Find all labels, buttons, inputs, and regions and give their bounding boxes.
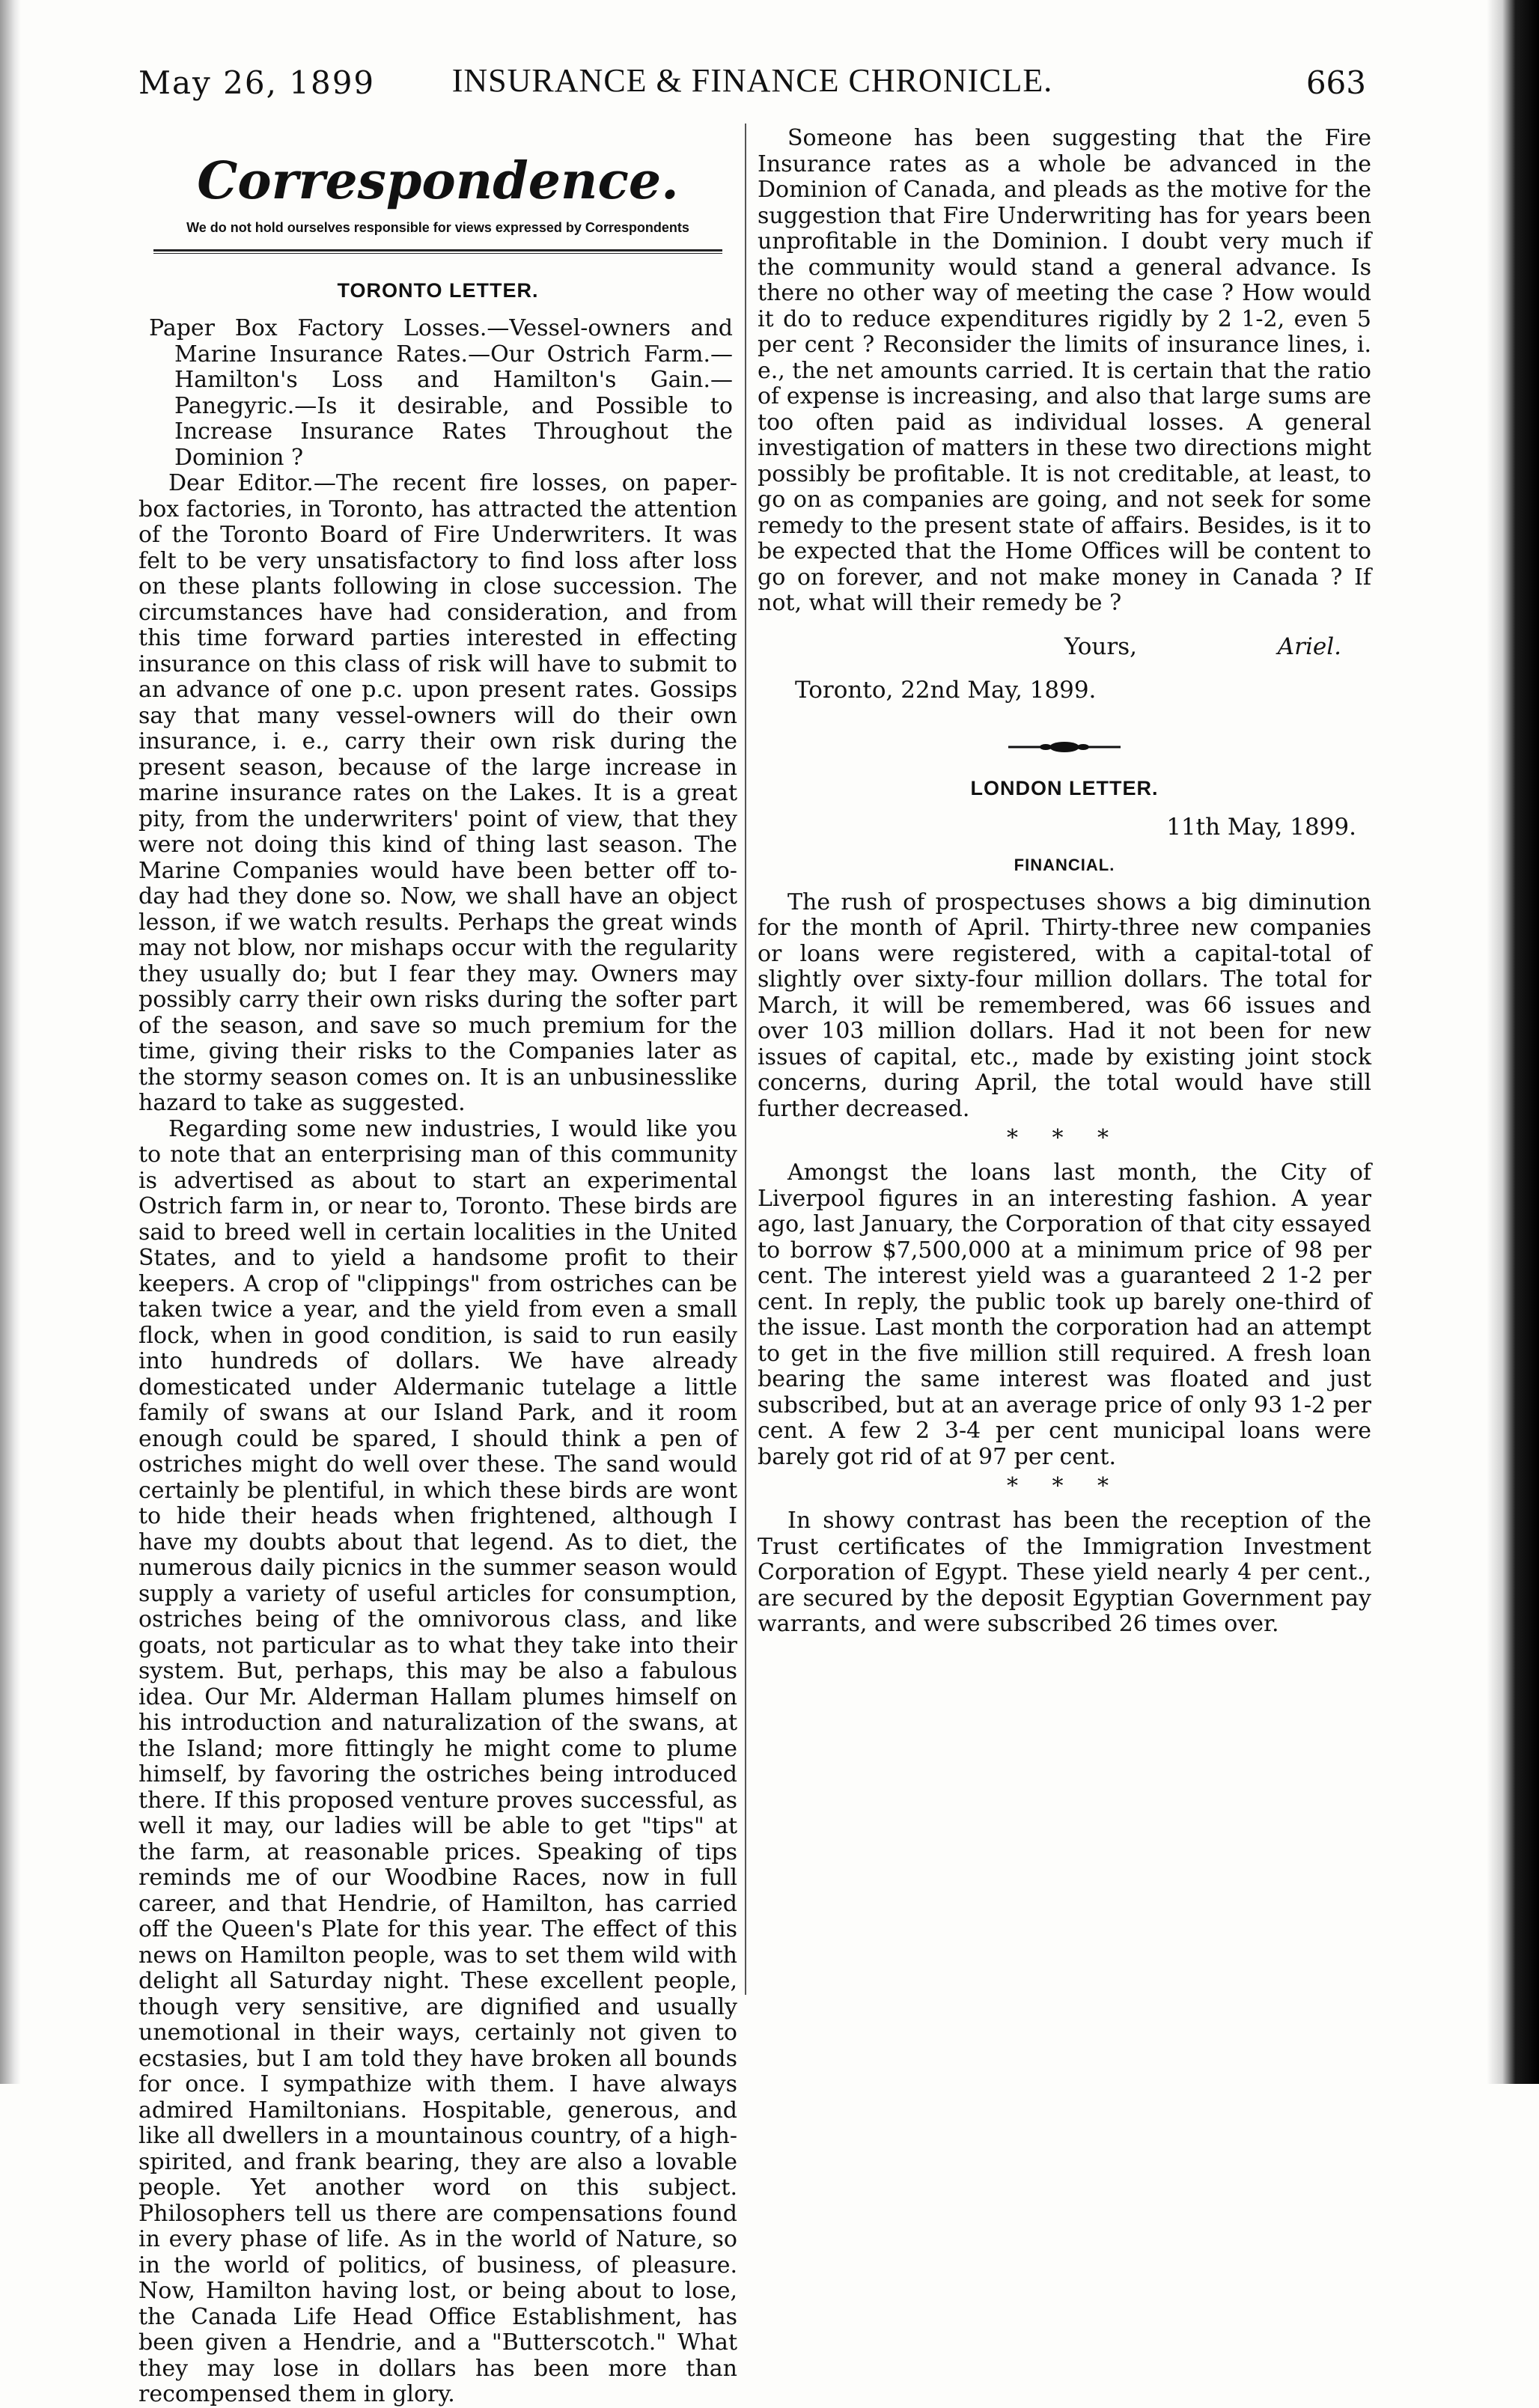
page-number: 663 [1305, 64, 1366, 101]
financial-heading: FINANCIAL. [1014, 855, 1115, 874]
double-rule [153, 249, 722, 254]
london-letter-date: 11th May, 1899. [1166, 813, 1356, 841]
publication-title: INSURANCE & FINANCE CHRONICLE. [451, 62, 1053, 99]
section-stars-1: * * * [1006, 1125, 1123, 1151]
correspondence-heading: Correspondence. [197, 151, 679, 211]
toronto-paragraph-1: Dear Editor.—The recent fire losses, on paper-box factories, in Toronto, has attracted the attention of the Toronto Board of Fire Underwriters. It was felt to be very unsatisfactory to find loss after loss on these plants following in close succession. The circumstances have had consideration, and from this time forward parties interested in effecting insurance on this class of risk will have to submit to an advance of one p.c. upon present rates. Gossips say that many vessel-owners will do their own insurance, i. e., carry their own risk during the present season, because of the large increase in marine insurance rates on the Lakes. It is a great pity, from the underwriters' point of view, that they were not doing this kind of thing last season. The Marine Companies would have been better off to-day had they done so. Now, we shall have an object lesson, if we watch results. Perhaps the great winds may not blow, nor mishaps occur with the regularity they usually do; but I fear they may. Owners may possibly carry their own risks during the softer part of the season, and save so much premium for the time, giving their risks to the Companies later as the stormy season comes on. It is an unbusinesslike hazard to take as suggested. [138, 470, 737, 1116]
london-letter-title: LONDON LETTER. [970, 776, 1159, 799]
london-paragraph-1: The rush of prospectuses shows a big diminution for the month of April. Thirty-three new companies or loans were registered, with a capital-total of slightly over sixty-four million dollars. The total for March, it will be remembered, was 66 issues and over 103 million dollars. Had it not been for new issues of capital, etc., made by existing joint stock concerns, during April, the total would have still further decreased. [758, 888, 1371, 1122]
column-divider [745, 124, 746, 1995]
letter-signature: Ariel. [1277, 633, 1341, 660]
toronto-letter-title: TORONTO LETTER. [337, 279, 539, 302]
page-header [138, 58, 1366, 111]
left-column [138, 126, 737, 2408]
toronto-paragraph-3: Someone has been suggesting that the Fire Insurance rates as a whole be advanced in the Dominion of Canada, and pleads as the motive for the suggestion that Fire Underwriting has for years been unprofitable in the Dominion. I doubt very much if the community would stand a general advance. Is there no other way of meeting the case ? How would it do to reduce expenditures rigidly by 2 1-2, even 5 per cent ? Reconsider the limits of insurance lines, i. e., the net amounts carried. It is certain that the ratio of expense is increasing, and also that large sums are too often paid as individual losses. A general investigation of matters in these two directions might possibly be profitable. It is not creditable, at least, to go on as companies are going, and not seek for some remedy to the present state of affairs. Besides, is it to be expected that the Home Offices will be content to go on forever, and not make money in Canada ? If not, what will their remedy be ? [758, 125, 1371, 616]
toronto-letter-subheads: Paper Box Factory Losses.—Vessel-owners and Marine Insurance Rates.—Our Ostrich Farm.—Hamilton's Loss and Hamilton's Gain.—Panegyric.—Is it desirable, and Possible to Increase Insurance Rates Throughout the Dominion ? [149, 315, 733, 471]
toronto-paragraph-2: Regarding some new industries, I would like you to note that an enterprising man of this community is advertised as about to start an experimental Ostrich farm in, or near to, Toronto. These birds are said to breed well in certain localities in the United States, and to yield a handsome profit to their keepers. A crop of "clippings" from ostriches can be taken twice a year, and the yield from even a small flock, when in good condition, is said to run easily into hundreds of dollars. We have already domesticated under Aldermanic tutelage a little family of swans at our Island Park, and it room enough could be spared, I should think a pen of ostriches might do well over these. The sand would certainly be plentiful, in which these birds are wont to hide their heads when frightened, although I have my doubts about that legend. As to diet, the numerous daily picnics in the summer season would supply a variety of useful articles for consumption, ostriches being of the omnivorous class, and like goats, not particular as to what they take into their system. But, perhaps, this may be also a fabulous idea. Our Mr. Alderman Hallam plumes himself on his introduction and naturalization of the swans, at the Island; more fittingly he might come to plume himself, by favoring the ostriches being introduced there. If this proposed venture proves successful, as well it may, our ladies will be able to get "tips" at the farm, at reasonable prices. Speaking of tips reminds me of our Woodbine Races, now in full career, and that Hendrie, of Hamilton, has carried off the Queen's Plate for this year. The effect of this news on Hamilton people, was to set them wild with delight all Saturday night. These excellent people, though very sensitive, are dignified and usually unemotional in their ways, certainly not given to ecstasies, but I am told they have broken all bounds for once. I sympathize with them. I have always admired Hamiltonians. Hospitable, generous, and like all dwellers in a mountainous country, of a high-spirited, and frank bearing, they are also a lovable people. Yet another word on this subject. Philosophers tell us there are compensations found in every phase of life. As in the world of Nature, so in the world of politics, of business, of pleasure. Now, Hamilton having lost, or being about to lose, the Canada Life Head Office Establishment, has been given a Hendrie, and a "Butterscotch." What they may lose in dollars has been more than recompensed them in glory. [138, 1115, 737, 2407]
letter-signoff [758, 633, 1371, 663]
letter-place-date: Toronto, 22nd May, 1899. [795, 676, 1097, 704]
right-column [758, 126, 1371, 1638]
london-paragraph-2: Amongst the loans last month, the City of Liverpool figures in an interesting fashion. A year ago, last January, the Corporation of that city essayed to borrow $7,500,000 at a minimum price of 98 per cent. The interest yield was a guaranteed 2 1-2 per cent. In reply, the public took up barely one-third of the issue. Last month the corporation had an attempt to get in the five million still required. A fresh loan bearing the same interest was floated and just subscribed, but at an average price of only 93 1-2 per cent. A few 2 3-4 per cent municipal loans were barely got rid of at 97 per cent. [758, 1159, 1371, 1470]
london-paragraph-3: In showy contrast has been the reception of the Trust certificates of the Immigration Investment Corporation of Egypt. These yield nearly 4 per cent., are secured by the deposit Egyptian Government pay warrants, and were subscribed 26 times over. [758, 1508, 1371, 1637]
correspondence-disclaimer: We do not hold ourselves responsible for views expressed by Correspondents [186, 220, 689, 235]
section-ornament [1008, 740, 1121, 755]
letter-closing: Yours, [1064, 633, 1137, 660]
page-edge-shadow-left [0, 0, 21, 2084]
page-edge-shadow-right [1487, 0, 1539, 2084]
section-stars-2: * * * [1006, 1473, 1123, 1499]
issue-date: May 26, 1899 [138, 64, 376, 101]
